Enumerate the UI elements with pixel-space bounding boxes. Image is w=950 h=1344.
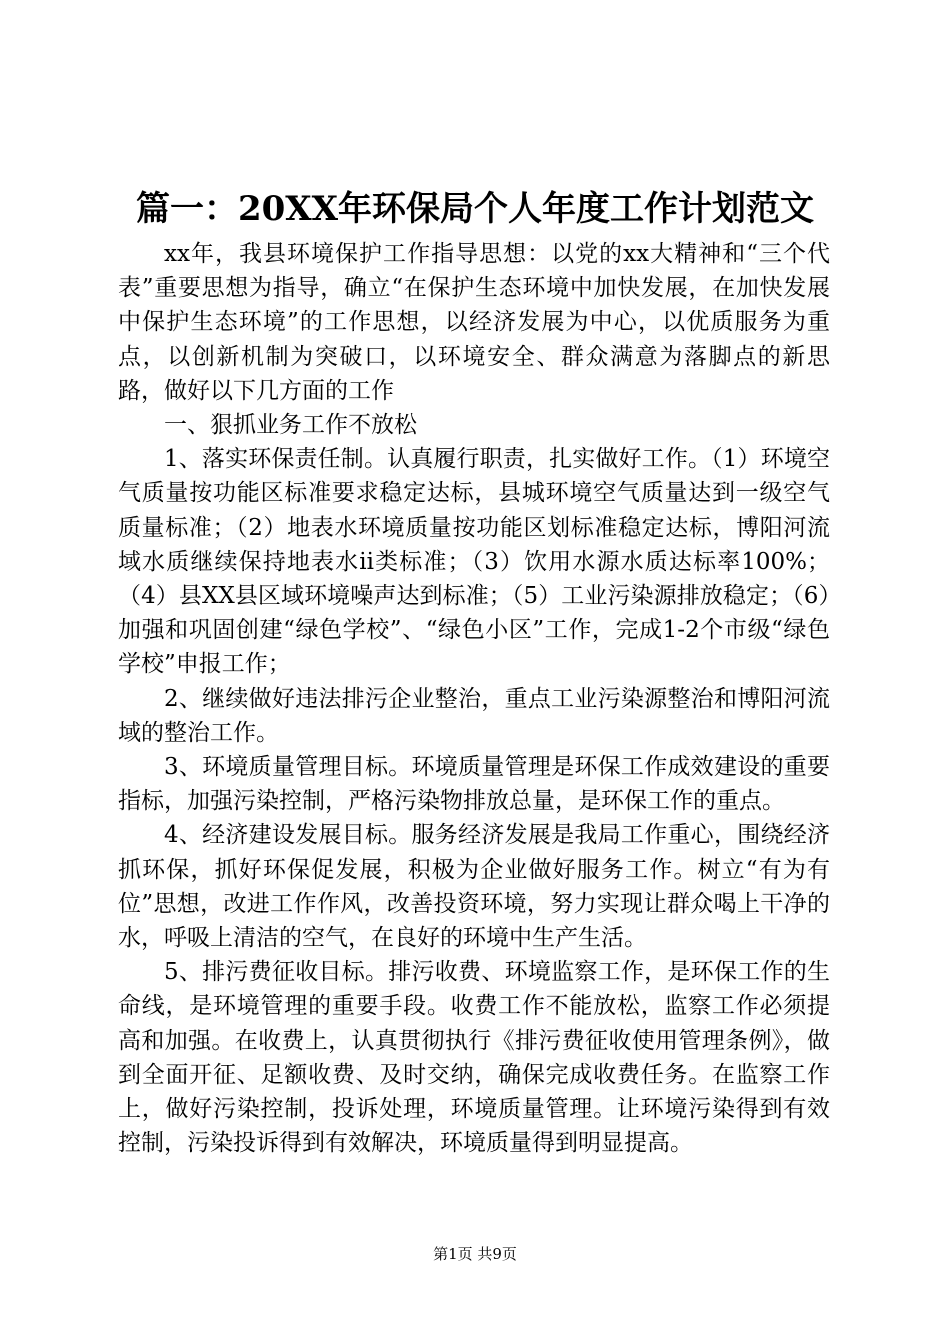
paragraph-item-1: 1、落实环保责任制。认真履行职责，扎实做好工作。（1）环境空气质量按功能区标准要求稳定达标，县城环境空气质量达到一级空气质量标准；（2）地表水环境质量按功能区划标准稳定达标，博阳河流域水质继续保持地表水ii类标准；（3）饮用水源水质达标率100%；（4）县XX县区域环境噪声达到标准；（5）工业污染源排放稳定；（6）加强和巩固创建“绿色学校”、“绿色小区”工作，完成1-2个市级“绿色学校”申报工作； — [118, 446, 830, 678]
paragraph-item-5: 5、排污费征收目标。排污收费、环境监察工作，是环保工作的生命线，是环境管理的重要手段。收费工作不能放松，监察工作必须提高和加强。在收费上，认真贯彻执行《排污费征收使用管理条例》，做到全面开征、足额收费、及时交纳，确保完成收费任务。在监察工作上，做好污染控制，投诉处理，环境质量管理。让环境污染得到有效控制，污染投诉得到有效解决，环境质量得到明显提高。 — [118, 959, 830, 1157]
section-heading-1: 一、狠抓业务工作不放松 — [164, 412, 417, 439]
page-footer: 第1页 共9页 — [433, 1245, 517, 1263]
document-title: 篇一：20XX年环保局个人年度工作计划范文 — [135, 189, 815, 229]
paragraph-intro: xx年，我县环境保护工作指导思想：以党的xx大精神和“三个代表”重要思想为指导，确立“在保护生态环境中加快发展，在加快发展中保护生态环境”的工作思想，以经济发展为中心，以优质服务为重点，以创新机制为突破口，以环境安全、群众满意为落脚点的新思路，做好以下几方面的工作 — [118, 241, 830, 404]
paragraph-item-3: 3、环境质量管理目标。环境质量管理是环保工作成效建设的重要指标，加强污染控制，严格污染物排放总量，是环保工作的重点。 — [118, 754, 830, 815]
paragraph-item-2: 2、继续做好违法排污企业整治，重点工业污染源整治和博阳河流域的整治工作。 — [118, 685, 830, 746]
document-body — [118, 237, 830, 1160]
paragraph-item-4: 4、经济建设发展目标。服务经济发展是我局工作重心，围绕经济抓环保，抓好环保促发展，积极为企业做好服务工作。树立“有为有位”思想，改进工作作风，改善投资环境，努力实现让群众喝上干净的水，呼吸上清洁的空气，在良好的环境中生产生活。 — [118, 822, 830, 952]
